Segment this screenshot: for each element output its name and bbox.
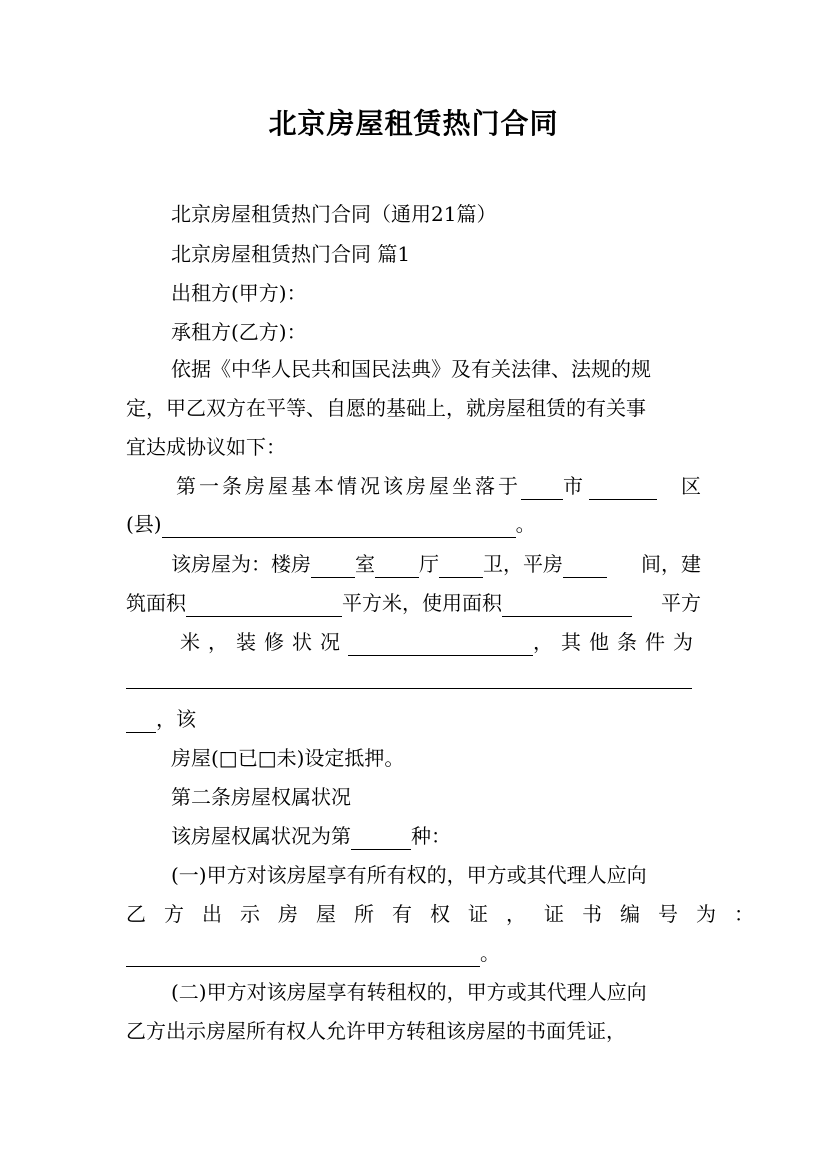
text-span: 依据《中华人民共和国民法典》及有关法律、法规的规 <box>171 357 651 381</box>
text-span: 厅 <box>419 552 439 576</box>
text-span: 平方 <box>661 591 701 615</box>
clause-1-line: 乙方出示房屋所有权证，证书编号为： <box>126 902 772 926</box>
lessee-line: 承租方(乙方)： <box>171 320 307 344</box>
text-span: 卫，平房 <box>483 552 563 576</box>
section-heading: 北京房屋租赁热门合同 篇1 <box>171 242 411 266</box>
blank-field <box>162 515 516 538</box>
text-span: 第一条房屋基本情况该房屋坐落于 <box>176 474 521 498</box>
blank-field <box>521 477 563 500</box>
paragraph-line <box>126 394 701 422</box>
conditions-line <box>126 705 196 733</box>
text-span: 该房屋为：楼房 <box>171 552 311 576</box>
house-type-line <box>171 550 701 578</box>
clause-2-line: (二)甲方对该房屋享有转租权的，甲方或其代理人应向 <box>171 980 647 1004</box>
text-span: 该房屋权属状况为第 <box>171 824 351 848</box>
conditions-line <box>126 666 692 689</box>
text-span: 市 <box>563 474 583 498</box>
blank-field <box>186 594 342 617</box>
blank-field <box>351 827 411 850</box>
text-span: 室 <box>355 552 375 576</box>
blank-field <box>439 555 483 578</box>
article-2-heading: 第二条房屋权属状况 <box>171 785 351 809</box>
blank-field <box>311 555 355 578</box>
clause-1-line <box>126 939 500 967</box>
blank-field <box>375 555 419 578</box>
text-span: 筑面积 <box>126 591 186 615</box>
blank-field <box>348 633 533 656</box>
lessor-line: 出租方(甲方)： <box>171 281 307 305</box>
article-1-line <box>176 472 701 500</box>
text-span: (县) <box>126 512 162 536</box>
blank-field <box>563 555 607 578</box>
mortgage-line: 房屋(□已□未)设定抵押。 <box>171 746 405 770</box>
text-span: ，该 <box>156 707 196 731</box>
document-title: 北京房屋租赁热门合同 <box>268 107 559 140</box>
article-1-line <box>126 510 536 538</box>
ownership-type-line <box>171 822 451 850</box>
text-span: 。 <box>515 512 536 536</box>
text-span: 间，建 <box>641 552 701 576</box>
paragraph-line: 宜达成协议如下： <box>126 435 286 459</box>
blank-field <box>589 477 657 500</box>
text-span: 定，甲乙双方在平等、自愿的基础上，就房屋租赁的有关事 <box>126 396 646 420</box>
blank-field <box>126 710 156 733</box>
text-span: 平方米，使用面积 <box>342 591 502 615</box>
blank-field <box>502 594 632 617</box>
blank-field <box>126 944 480 967</box>
text-span: 。 <box>480 941 500 965</box>
text-span: 区 <box>681 474 701 498</box>
paragraph-line <box>171 355 701 383</box>
clause-1-line: (一)甲方对该房屋享有所有权的，甲方或其代理人应向 <box>171 863 647 887</box>
decoration-line <box>180 628 701 656</box>
blank-field <box>126 666 692 689</box>
clause-2-line: 乙方出示房屋所有权人允许甲方转租该房屋的书面凭证， <box>126 1019 626 1043</box>
text-span: ，其他条件为 <box>533 630 701 654</box>
text-span: 种： <box>411 824 451 848</box>
area-line <box>126 589 701 617</box>
text-span: 米，装修状况 <box>180 630 348 654</box>
subtitle-line: 北京房屋租赁热门合同（通用21篇） <box>171 202 497 226</box>
